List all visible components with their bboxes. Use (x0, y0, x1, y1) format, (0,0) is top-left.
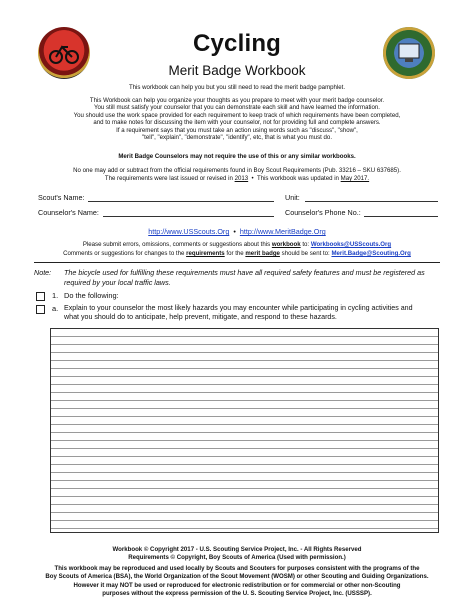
changes-contact: Comments or suggestions for changes to the requirements for the merit badge should be sent to: Merit.Badge@Scouting.Org (63, 250, 411, 257)
section-divider (34, 262, 440, 263)
scout-name-label: Scout's Name: (38, 193, 85, 202)
meritbadge-link[interactable]: http://www.MeritBadge.Org (239, 227, 326, 236)
workbooks-email-link[interactable]: Workbooks@USScouts.Org (310, 241, 392, 248)
unit-field[interactable] (305, 201, 438, 202)
requirement-1-number: 1. (52, 291, 59, 300)
requirements-notice: No one may add or subtract from the official requirements found in Boy Scout Requirements (Pub. 33216 – SKU 637685). (73, 167, 401, 174)
requirement-1a-text: Explain to your counselor the most likely hazards you may encounter while participating in cycling activities and what you should do to anticipate, help prevent, mitigate, and respond to these hazards. (64, 304, 413, 322)
counselor-name-label: Counselor's Name: (38, 208, 99, 217)
counselor-phone-field[interactable] (364, 216, 438, 217)
requirement-1-text: Do the following: (64, 291, 119, 300)
page-title: Cycling (192, 30, 282, 57)
intro-paragraph: This Workbook can help you organize your thoughts as you prepare to meet with your merit badge counselor. You still must satisfy your counselor that you can demonstrate each skill and have learned the information. You should use the work space provided for each requirement to keep track of which requirements have been completed, and to make notes for discussing the item with your counselor, not for providing full and complete answers. If a requirement says that you must take an action using words such as "discuss", "show", "tell", "explain", "demonstrate", "identify", etc, that is what you must do. (73, 97, 401, 142)
footer-copyright: Workbook © Copyright 2017 - U.S. Scouting Service Project, Inc. - All Rights Reserved Requirements © Copyright, Boy Scouts of America (Used with permission.) (112, 546, 362, 562)
counselor-name-field[interactable] (103, 216, 274, 217)
merit-badge-email-link[interactable]: Merit.Badge@Scouting.Org (331, 250, 411, 257)
note-text: The bicycle used for fulfilling these requirements must have all required safety features and must be registered as required by your local traffic laws. (64, 268, 425, 287)
issued-year: 2013 (234, 175, 249, 182)
updated-date: May 2017. (340, 175, 370, 182)
unit-label: Unit: (285, 193, 300, 202)
website-links: http://www.USScouts.Org • http://www.MeritBadge.Org (148, 227, 326, 236)
page-subtitle: Merit Badge Workbook (168, 63, 306, 78)
intro-line: This workbook can help you but you still need to read the merit badge pamphlet. (128, 84, 346, 91)
counselor-note: Merit Badge Counselors may not require the use of this or any similar workbooks. (118, 153, 356, 160)
scout-name-field[interactable] (88, 201, 274, 202)
errors-contact: Please submit errors, omissions, comments or suggestions about this workbook to: Workbooks@USScouts.Org (82, 241, 392, 248)
requirement-1a-checkbox[interactable] (36, 305, 45, 314)
note-label: Note: (34, 268, 52, 277)
requirement-1-checkbox[interactable] (36, 292, 45, 301)
usscouts-link[interactable]: http://www.USScouts.Org (148, 227, 230, 236)
requirements-dates: The requirements were last issued or revised in 2013 • This workbook was updated in May 2017. (104, 175, 370, 182)
requirement-1a-letter: a. (52, 304, 59, 313)
answer-lined-box[interactable] (50, 328, 439, 533)
footer-usage: This workbook may be reproduced and used locally by Scouts and Scouters for purposes consistent with the programs of the Boy Scouts of America (BSA), the World Organization of the Scout Movement (WOSM) or other Scouting and Guiding Organizations. However it may NOT be used or reproduced for electronic redistribution or for commercial or other non-Scouting purposes without the express permission of the U. S. Scouting Service Project, Inc. (USSSP). (45, 565, 429, 597)
counselor-phone-label: Counselor's Phone No.: (285, 208, 361, 217)
